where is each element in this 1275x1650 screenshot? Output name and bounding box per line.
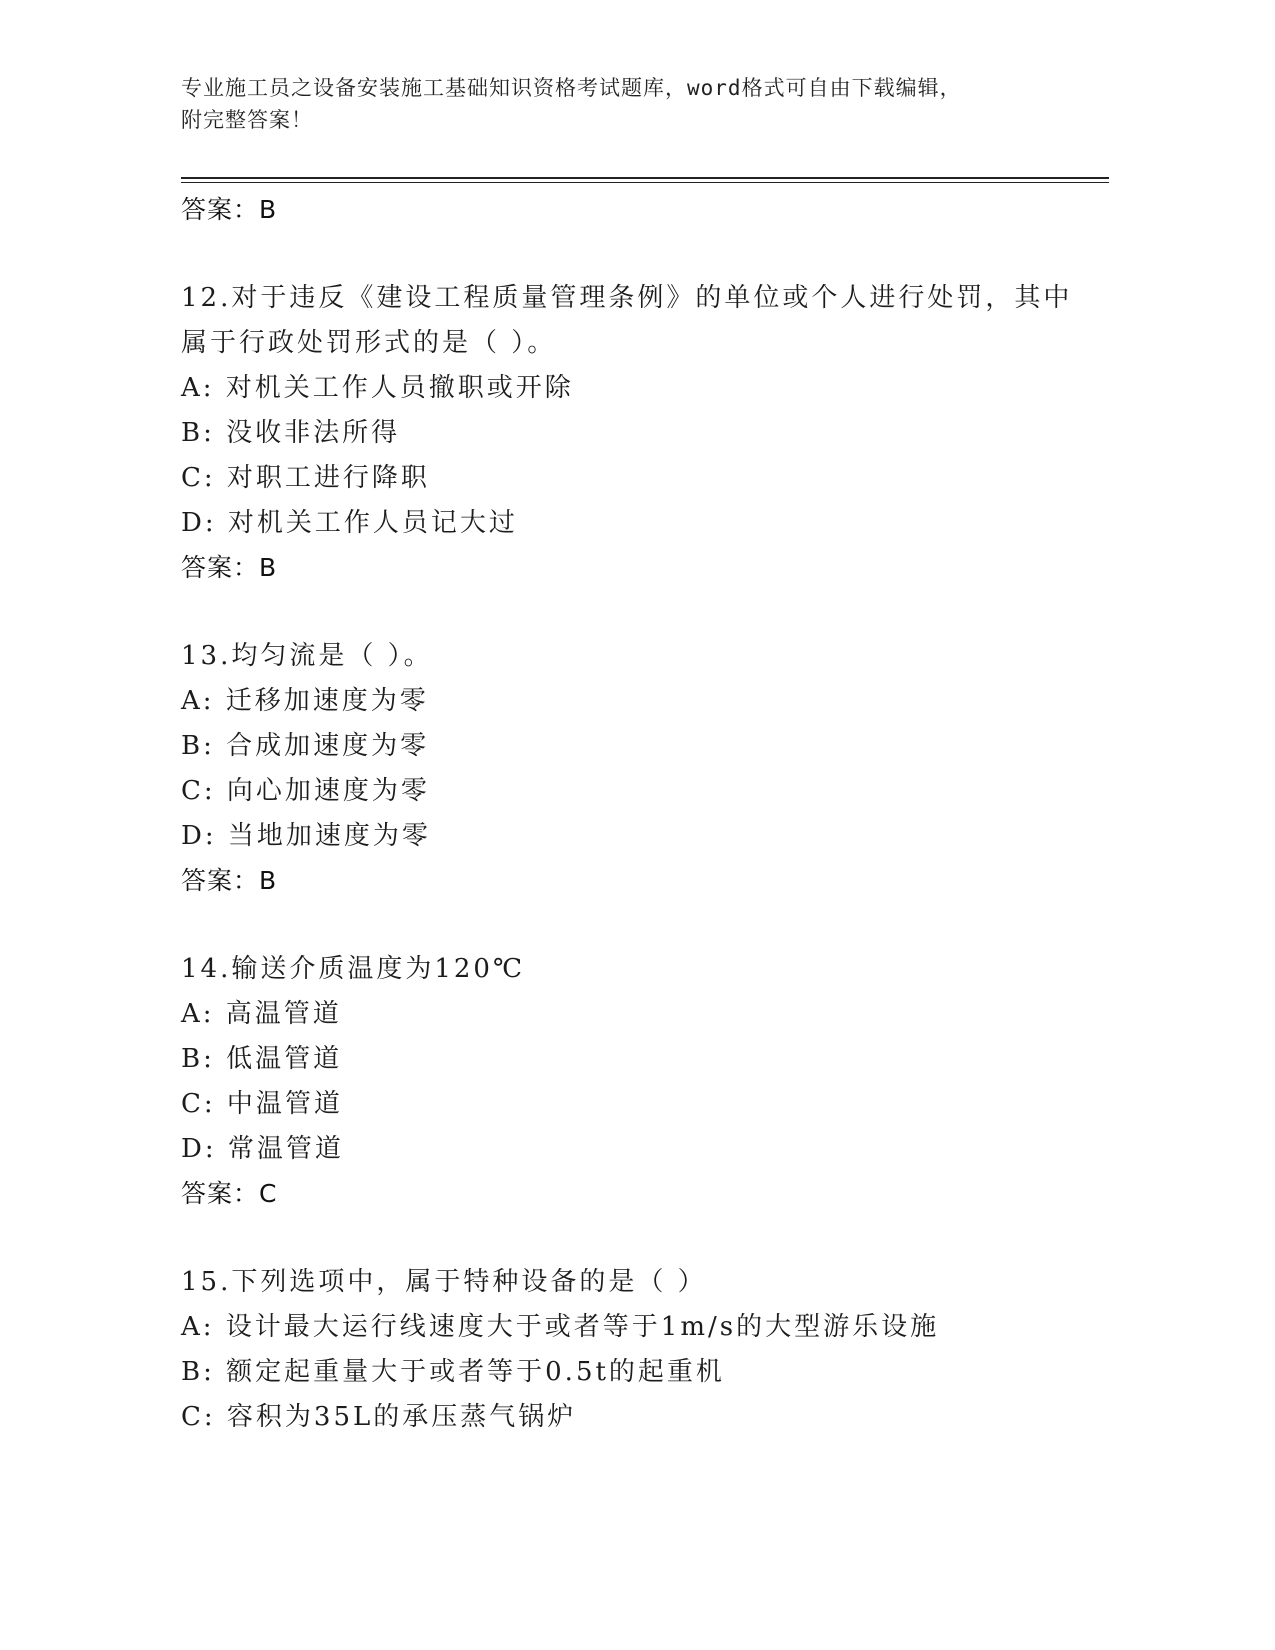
spacer [181, 1216, 1121, 1260]
option-a: A: 对机关工作人员撤职或开除 [181, 373, 574, 403]
option-b: B: 低温管道 [181, 1044, 343, 1074]
option-a: A: 高温管道 [181, 999, 342, 1029]
header-line-1: 专业施工员之设备安装施工基础知识资格考试题库，word格式可自由下载编辑， [181, 76, 962, 100]
option-c: C: 容积为35L的承压蒸气锅炉 [181, 1402, 577, 1432]
answer-line: 答案：C [181, 1179, 278, 1208]
question-stem: 13.均匀流是（ ）。 [181, 641, 433, 671]
spacer [181, 590, 1121, 634]
answer-line: 答案：B [181, 866, 278, 895]
option-b: B: 没收非法所得 [181, 418, 401, 448]
header-rule-thin [181, 182, 1109, 183]
spacer [181, 232, 1121, 276]
question-stem: 14.输送介质温度为120℃ [181, 954, 526, 984]
option-c: C: 向心加速度为零 [181, 776, 430, 806]
document-header [181, 72, 1111, 136]
question-item [181, 634, 1121, 903]
option-c: C: 中温管道 [181, 1089, 343, 1119]
option-a: A: 迁移加速度为零 [181, 686, 429, 716]
option-d: D: 常温管道 [181, 1134, 344, 1164]
option-d: D: 当地加速度为零 [181, 821, 431, 851]
option-c: C: 对职工进行降职 [181, 463, 430, 493]
question-stem: 15.下列选项中，属于特种设备的是（ ） [181, 1267, 707, 1297]
question-item [181, 276, 1121, 590]
option-b: B: 额定起重量大于或者等于0.5t的起重机 [181, 1357, 725, 1387]
spacer [181, 903, 1121, 947]
header-rule-thick [181, 177, 1109, 179]
option-d: D: 对机关工作人员记大过 [181, 508, 518, 538]
answer-line: 答案：B [181, 553, 278, 582]
question-content [181, 188, 1121, 1440]
option-a: A: 设计最大运行线速度大于或者等于1m/s的大型游乐设施 [181, 1312, 940, 1342]
header-line-2: 附完整答案！ [181, 108, 313, 132]
question-stem-continued: 属于行政处罚形式的是（ ）。 [181, 328, 557, 358]
answer-line: 答案：B [181, 195, 278, 224]
question-item [181, 1260, 1121, 1440]
question-stem: 12.对于违反《建设工程质量管理条例》的单位或个人进行处罚，其中 [181, 283, 1073, 313]
option-b: B: 合成加速度为零 [181, 731, 430, 761]
question-item [181, 947, 1121, 1216]
